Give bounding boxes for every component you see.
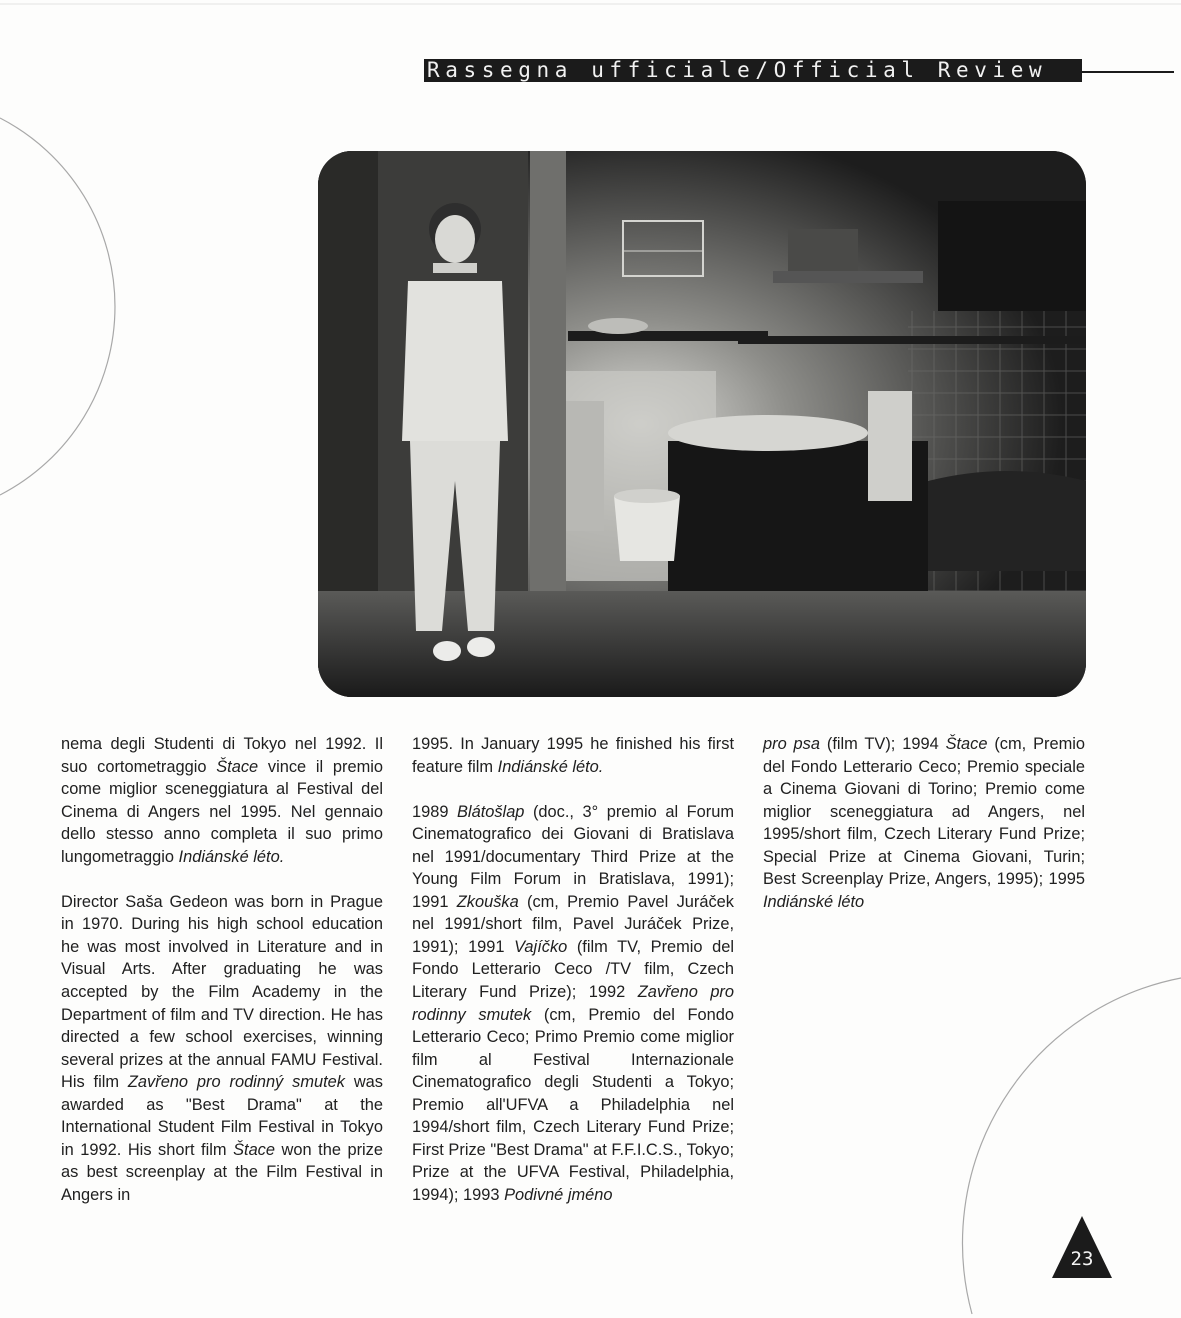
text-column-2 xyxy=(412,733,734,1203)
italic-title-run: Podivné jméno xyxy=(504,1185,613,1204)
year-run: 1994 xyxy=(902,735,946,753)
triangle-icon xyxy=(1051,1214,1113,1280)
italic-title-run: Indiánské léto. xyxy=(497,757,604,776)
page-number-badge xyxy=(1051,1214,1113,1280)
text-run: 1995. In January 1995 he finished his first feature film xyxy=(412,735,734,776)
text-column-1 xyxy=(61,733,383,1203)
filmography-paragraph xyxy=(412,801,734,1207)
italic-title-run: Štace xyxy=(216,757,259,776)
italic-title-run: pro psa xyxy=(763,735,820,753)
italic-title-run: Štace xyxy=(945,735,988,753)
text-run: won the prize as best screenplay at the Film Festival in Angers in xyxy=(61,1140,383,1204)
left-arc xyxy=(0,118,115,495)
italic-title-run: Zkouška xyxy=(456,892,519,911)
header-rule xyxy=(1082,71,1174,73)
text-run: Director Saša Gedeon was born in Prague in 1970. During his high school education he was most involved in Literature and in Visual Arts. After graduating he was accepted by the Film Academy in the Department of film and TV direction. He has directed a few school exercises, winning several prizes at the annual FAMU Festival. His film xyxy=(61,892,383,1092)
text-run: (film TV); xyxy=(820,735,903,753)
italic-title-run: Indiánské léto. xyxy=(178,847,285,866)
year-run: 1989 xyxy=(412,802,457,821)
year-run: 1992 xyxy=(588,983,638,1002)
year-run: 1993 xyxy=(463,1185,505,1204)
filmography-continued xyxy=(763,733,1085,913)
film-still-photo xyxy=(318,151,1086,697)
text-run: (film TV, Premio del Fondo Letterario Ceco /TV film, Czech Literary Fund Prize); xyxy=(412,937,734,1002)
text-run: (cm, Premio del Fondo Letterario Ceco; Premio speciale a Cinema Giovani di Torino; Premio come miglior sceneggiatura ad Angers, nel 1995/short film, Czech Literary Fund Prize; Special Prize at Cinema Giovani, Turin; Best Screenplay Prize, Angers, 1995); xyxy=(763,735,1085,889)
column-2-paragraph-1 xyxy=(412,733,734,778)
column-1-paragraph-1 xyxy=(61,733,383,868)
section-header: Rassegna ufficiale/Official Review xyxy=(424,59,1082,82)
italic-title-run: Indiánské léto xyxy=(763,892,865,911)
film-still-illustration xyxy=(318,151,1086,697)
text-column-3 xyxy=(763,733,1085,1203)
text-run: (cm, Premio Pavel Juráček nel 1991/short film, Pavel Juráček Prize, 1991); xyxy=(412,892,734,956)
text-run: (doc., 3° premio al Forum Cinematografico dei Giovani di Bratislava nel 1991/documentary Third Prize at the Young Film Forum in Bratislava, 1991); xyxy=(412,802,734,889)
italic-title-run: Blátošlap xyxy=(457,802,525,821)
text-run: vince il premio come miglior sceneggiatura al Festival del Cinema di Angers nel 1995. Nel gennaio dello stesso anno completa il suo primo lungometraggio xyxy=(61,757,384,866)
italic-title-run: Zavřeno pro rodinný smutek xyxy=(127,1073,345,1092)
column-1-paragraph-2 xyxy=(61,891,383,1207)
text-run: was awarded as "Best Drama" at the International Student Film Festival in Tokyo in 1992. His short film xyxy=(61,1073,383,1159)
year-run: 1991 xyxy=(468,937,515,956)
italic-title-run: Štace xyxy=(233,1140,275,1159)
italic-title-run: Zavřeno pro rodinny smutek xyxy=(412,983,735,1024)
italic-title-run: Vajíčko xyxy=(514,937,568,956)
page-number: 23 xyxy=(1070,1248,1094,1270)
year-run: 1991 xyxy=(412,892,457,911)
text-run: (cm, Premio del Fondo Letterario Ceco; Primo Premio come miglior film al Festival Internazionale Cinematografico degli Studenti a Tokyo; Premio all'UFVA a Philadelphia nel 1994/short film, Czech Literary Fund Prize; First Prize "Best Drama" at F.F.I.C.S., Tokyo; Prize at the UFVA Festival, Philadelphia, 1994); xyxy=(412,1005,734,1204)
text-run: nema degli Studenti di Tokyo nel 1992. Il suo cortometraggio xyxy=(61,735,383,776)
year-run: 1995 xyxy=(1048,870,1085,889)
